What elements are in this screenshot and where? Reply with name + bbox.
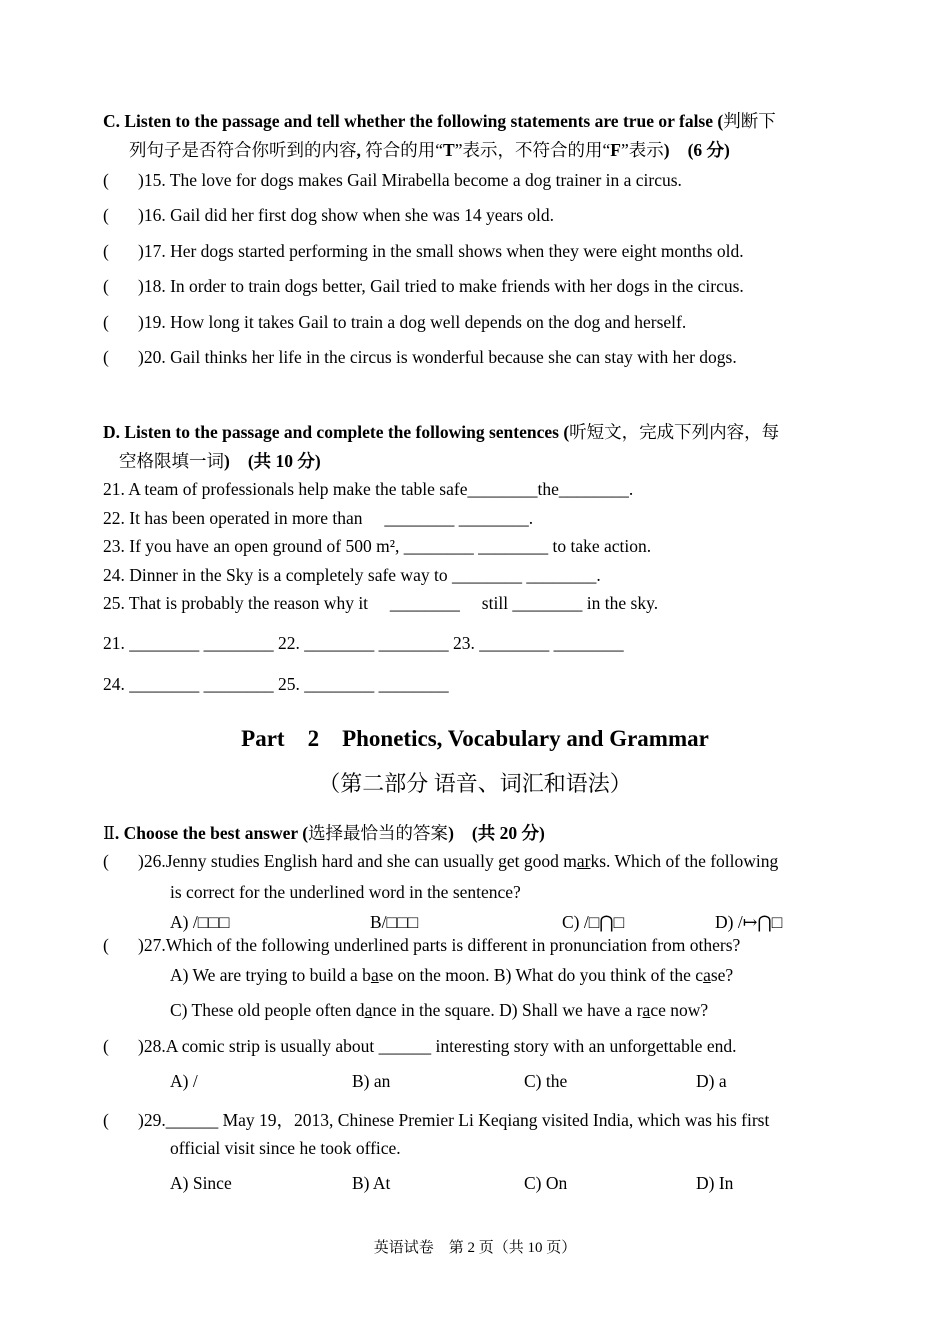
q28-option-a[interactable]: A) / bbox=[170, 1071, 198, 1091]
q26-option-c[interactable]: C) /□⋂□ bbox=[562, 912, 625, 932]
tf-item-19 bbox=[103, 312, 686, 333]
section-c-title-f: F bbox=[610, 140, 621, 160]
option-text: B) What do you think of the c bbox=[493, 965, 704, 985]
section-c-title-comma: , bbox=[356, 140, 361, 160]
section-ii-title-en: . Choose the best answer ( bbox=[114, 823, 309, 843]
question-number: )27. bbox=[138, 935, 166, 955]
section-c-title-t: T bbox=[443, 140, 455, 160]
question-number: )26. bbox=[138, 851, 166, 871]
page-footer: 英语试卷 第 2 页（共 10 页） bbox=[373, 1240, 577, 1256]
underlined-part: a bbox=[370, 965, 379, 985]
fill-sentence-21: 21. A team of professionals help make the table safe________the________. bbox=[103, 479, 634, 499]
question-text: ks. Which of the following bbox=[590, 851, 779, 871]
q26-option-a[interactable]: A) /□□□ bbox=[170, 912, 230, 932]
tf-item-text: )19. How long it takes Gail to train a dog well depends on the dog and herself. bbox=[138, 312, 687, 332]
tf-item-15 bbox=[103, 170, 682, 191]
question-number: )28. bbox=[138, 1036, 166, 1056]
question-29-line2: official visit since he took office. bbox=[170, 1138, 401, 1158]
q26-option-d[interactable]: D) /↦⋂□ bbox=[715, 912, 783, 932]
section-d-title bbox=[103, 418, 849, 476]
question-29 bbox=[103, 1107, 769, 1132]
option-text: A) We are trying to build a b bbox=[170, 965, 371, 985]
q29-option-a[interactable]: A) Since bbox=[170, 1173, 232, 1193]
answer-blanks-line-1[interactable]: 21. ________ ________ 22. ________ ________ 23. ________ ________ bbox=[103, 633, 624, 653]
option-text: se on the moon. bbox=[378, 965, 494, 985]
q29-option-b[interactable]: B) At bbox=[352, 1173, 391, 1193]
fill-sentence-22: 22. It has been operated in more than ________ ________. bbox=[103, 508, 534, 528]
q28-option-b[interactable]: B) an bbox=[352, 1071, 391, 1091]
q27-options-row-2 bbox=[170, 1000, 708, 1021]
part-2-title: Part 2 Phonetics, Vocabulary and Grammar bbox=[241, 726, 709, 751]
option-text: D) Shall we have a r bbox=[499, 1000, 643, 1020]
question-number: )29. bbox=[138, 1110, 166, 1130]
fill-sentence-25: 25. That is probably the reason why it ________ still ________ in the sky. bbox=[103, 593, 659, 613]
answer-paren[interactable]: ( bbox=[103, 241, 109, 261]
tf-item-16 bbox=[103, 205, 554, 226]
section-c-title-cn1: 判断下 bbox=[723, 111, 776, 131]
question-text: ______ May 19，2013, Chinese Premier Li Keqiang visited India, which was his first bbox=[165, 1110, 770, 1130]
answer-paren[interactable]: ( bbox=[103, 312, 109, 332]
tf-item-text: )17. Her dogs started performing in the small shows when they were eight months old. bbox=[138, 241, 744, 261]
answer-blanks-line-2[interactable]: 24. ________ ________ 25. ________ ________ bbox=[103, 674, 449, 694]
section-d-title-en: D. Listen to the passage and complete the following sentences ( bbox=[103, 422, 570, 442]
underlined-part: a bbox=[703, 965, 711, 985]
option-text: se? bbox=[710, 965, 734, 985]
answer-paren[interactable]: ( bbox=[103, 851, 109, 871]
tf-item-text: )20. Gail thinks her life in the circus is wonderful because she can stay with her dogs. bbox=[138, 347, 737, 367]
question-text: Jenny studies English hard and she can usually get good m bbox=[165, 851, 577, 871]
question-27 bbox=[103, 935, 740, 956]
underlined-part: a bbox=[364, 1000, 373, 1020]
fill-sentence-24: 24. Dinner in the Sky is a completely safe way to ________ ________. bbox=[103, 565, 601, 585]
section-ii-score: (共 20 分) bbox=[471, 823, 545, 843]
tf-item-17 bbox=[103, 241, 744, 262]
fill-sentence-23: 23. If you have an open ground of 500 m², ________ ________ to take action. bbox=[103, 536, 652, 556]
answer-paren[interactable]: ( bbox=[103, 170, 109, 190]
answer-paren[interactable]: ( bbox=[103, 1110, 109, 1130]
answer-paren[interactable]: ( bbox=[103, 935, 109, 955]
section-d-title-cn1: 听短文，完成下列内容，每 bbox=[569, 422, 780, 442]
section-c-title-cn3: 符合的用“ bbox=[360, 140, 444, 160]
option-text: nce in the square. bbox=[372, 1000, 500, 1020]
tf-item-20 bbox=[103, 347, 737, 368]
section-c-title-end: ) bbox=[663, 140, 670, 160]
q27-option-c[interactable] bbox=[170, 1000, 499, 1020]
section-d-title-cn2: 空格限填一词 bbox=[119, 451, 224, 471]
q28-option-c[interactable]: C) the bbox=[524, 1071, 568, 1091]
section-ii-numeral: Ⅱ bbox=[103, 823, 115, 843]
section-c-title bbox=[103, 107, 849, 165]
q28-option-d[interactable]: D) a bbox=[696, 1071, 727, 1091]
answer-paren[interactable]: ( bbox=[103, 205, 109, 225]
option-text: C) These old people often d bbox=[170, 1000, 365, 1020]
section-ii-title-end: ) bbox=[448, 823, 454, 843]
tf-item-18 bbox=[103, 276, 744, 297]
q27-option-b[interactable] bbox=[494, 965, 733, 985]
section-d-title-end: ) bbox=[224, 451, 230, 471]
question-26-line2: is correct for the underlined word in the sentence? bbox=[170, 882, 521, 902]
answer-paren[interactable]: ( bbox=[103, 276, 109, 296]
q26-option-b[interactable]: B/□□□ bbox=[370, 912, 419, 932]
underlined-part: ar bbox=[576, 851, 591, 871]
underlined-part: a bbox=[642, 1000, 651, 1020]
q27-option-a[interactable] bbox=[170, 965, 494, 985]
section-c-title-cn2: 列句子是否符合你听到的内容 bbox=[129, 140, 357, 160]
section-ii-title-cn: 选择最恰当的答案 bbox=[308, 823, 449, 843]
section-c-title-en: C. Listen to the passage and tell whether the following statements are true or false ( bbox=[103, 111, 724, 131]
q27-option-d[interactable] bbox=[499, 1000, 708, 1020]
option-text: ce now? bbox=[650, 1000, 709, 1020]
answer-paren[interactable]: ( bbox=[103, 347, 109, 367]
section-c-score: (6 分) bbox=[687, 140, 730, 160]
q29-option-c[interactable]: C) On bbox=[524, 1173, 568, 1193]
question-text: Which of the following underlined parts is different in pronunciation from others? bbox=[165, 935, 741, 955]
answer-paren[interactable]: ( bbox=[103, 1036, 109, 1056]
tf-item-text: )18. In order to train dogs better, Gail tried to make friends with her dogs in the circus. bbox=[138, 276, 744, 296]
part-2-subtitle: （第二部分 语音、词汇和语法） bbox=[318, 771, 632, 796]
section-d-score: (共 10 分) bbox=[247, 451, 321, 471]
q29-option-d[interactable]: D) In bbox=[696, 1173, 734, 1193]
tf-item-text: )15. The love for dogs makes Gail Mirabella become a dog trainer in a circus. bbox=[138, 170, 682, 190]
section-ii-title bbox=[103, 820, 545, 845]
question-28 bbox=[103, 1036, 736, 1057]
section-c-title-cn5: ”表示 bbox=[620, 140, 664, 160]
q27-options-row-1 bbox=[170, 965, 733, 986]
question-26 bbox=[103, 851, 778, 872]
section-c-title-cn4: ”表示，不符合的用“ bbox=[454, 140, 611, 160]
tf-item-text: )16. Gail did her first dog show when she was 14 years old. bbox=[138, 205, 555, 225]
question-text: A comic strip is usually about ______ interesting story with an unforgettable end. bbox=[165, 1036, 737, 1056]
